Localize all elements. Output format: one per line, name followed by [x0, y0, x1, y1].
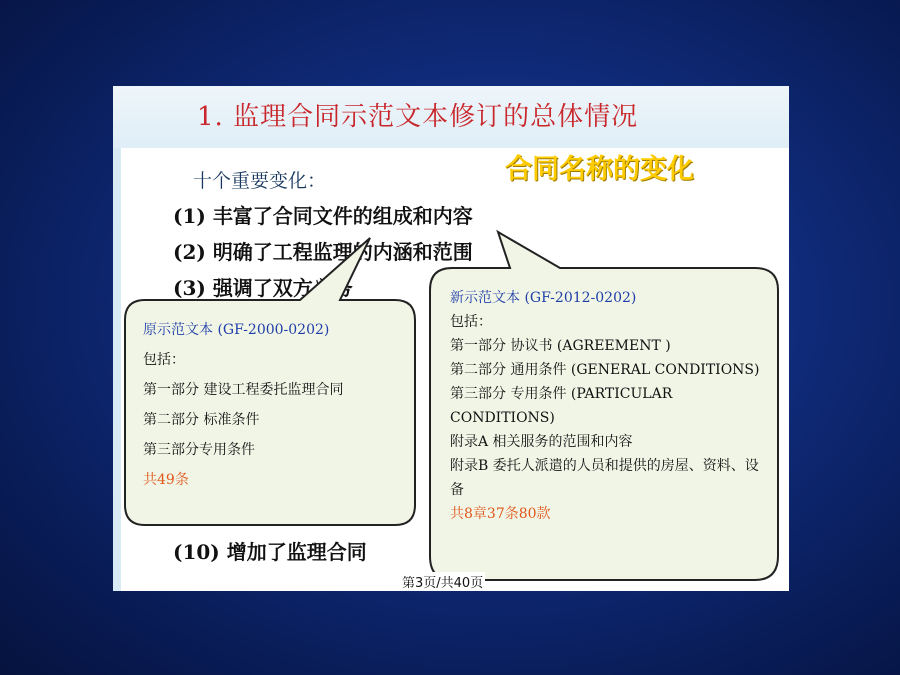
- item-text: 丰富了合同文件的组成和内容: [212, 204, 473, 228]
- change-title: 合同名称的变化: [505, 154, 694, 185]
- new-version-line: 第一部分 协议书 (AGREEMENT ): [450, 338, 671, 354]
- item-text: 明确了工程监理的内涵和范围: [212, 240, 473, 264]
- new-version-box: [450, 286, 768, 526]
- slide-title: 1. 监理合同示范文本修订的总体情况: [197, 102, 639, 132]
- page-indicator: 第3页/共40页: [400, 572, 485, 591]
- old-version-include: 包括：: [143, 352, 185, 368]
- new-version-line: 附录B 委托人派遣的人员和提供的房屋、资料、设备: [450, 458, 759, 498]
- subtitle: 十个重要变化：: [193, 170, 327, 192]
- old-version-heading: 原示范文本 (GF-2000-0202): [143, 322, 330, 338]
- old-version-box: [143, 318, 411, 492]
- old-version-line: 第一部分 建设工程委托监理合同: [143, 382, 344, 398]
- old-version-line: 第三部分专用条件: [143, 442, 255, 458]
- new-version-line: 附录A 相关服务的范围和内容: [450, 434, 633, 450]
- new-version-total: 共8章37条80款: [450, 506, 551, 522]
- item-number: (10): [173, 540, 220, 564]
- item-number: (1): [173, 204, 206, 228]
- item-text: 强调了双方义务: [212, 276, 353, 300]
- new-version-include: 包括：: [450, 314, 492, 330]
- item-text: 增加了监理合同: [226, 540, 367, 564]
- new-version-heading: 新示范文本 (GF-2012-0202): [450, 290, 637, 306]
- old-version-line: 第二部分 标准条件: [143, 412, 260, 428]
- item-number: (2): [173, 240, 206, 264]
- old-version-total: 共49条: [143, 472, 189, 488]
- new-version-line: 第二部分 通用条件 (GENERAL CONDITIONS): [450, 362, 760, 378]
- item-number: (3): [173, 276, 206, 300]
- new-version-line: 第三部分 专用条件 (PARTICULAR CONDITIONS): [450, 386, 673, 426]
